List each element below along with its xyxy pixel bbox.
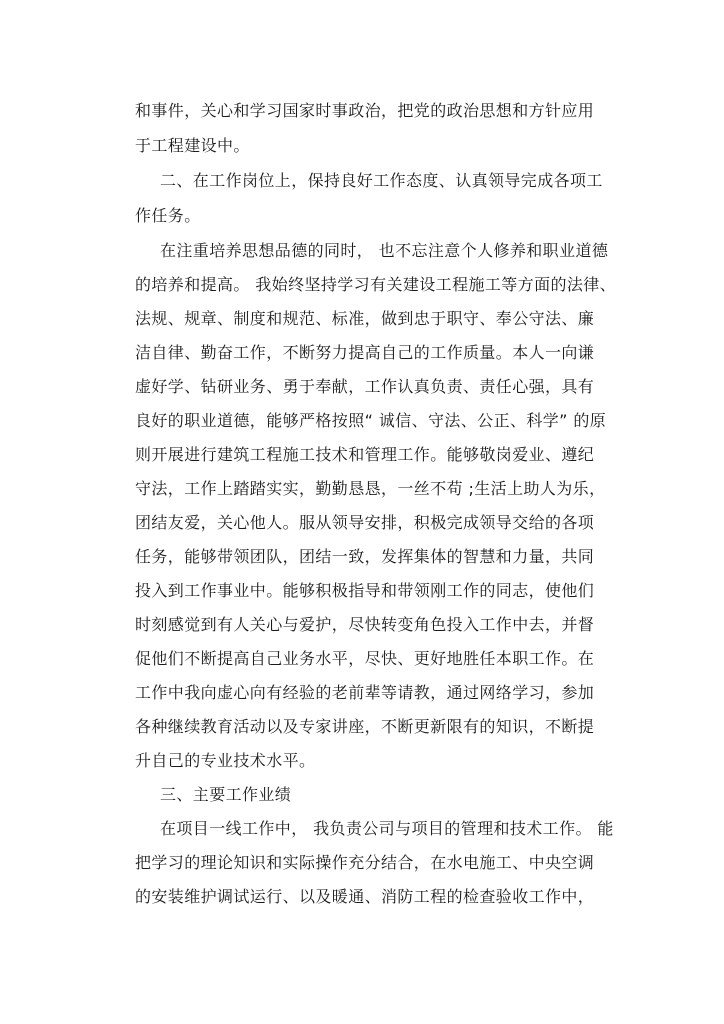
text-line: 于工程建设中。 — [135, 136, 250, 155]
text-line: 投入到工作事业中。能够积极指导和带领刚工作的同志，使他们 — [135, 581, 595, 600]
text-line: 团结友爱，关心他人。服从领导安排，积极完成领导交给的各项 — [135, 513, 595, 532]
text-line: 洁自律、勤奋工作，不断努力提高自己的工作质量。本人一向谦 — [135, 343, 595, 362]
text-line: 促他们不断提高自己业务水平，尽快、更好地胜任本职工作。在 — [135, 649, 595, 668]
text-line: 在项目一线工作中， 我负责公司与项目的管理和技术工作。 能 — [160, 819, 614, 838]
text-line: 在注重培养思想品德的同时， 也不忘注意个人修养和职业道德 — [160, 241, 609, 260]
text-line: 的培养和提高。 我始终坚持学习有关建设工程施工等方面的法律、 — [135, 275, 617, 294]
text-line: 各种继续教育活动以及专家讲座，不断更新限有的知识，不断提 — [135, 717, 595, 736]
text-line: 和事件，关心和学习国家时事政治，把党的政治思想和方针应用 — [135, 101, 595, 120]
text-line: 任务，能够带领团队，团结一致，发挥集体的智慧和力量，共同 — [135, 547, 595, 566]
text-line: 作任务。 — [135, 206, 201, 225]
text-line: 工作中我向虚心向有经验的老前辈等请教，通过网络学习，参加 — [135, 683, 595, 702]
text-line: 虚好学、钻研业务、勇于奉献，工作认真负责、责任心强，具有 — [135, 377, 595, 396]
text-line: 时刻感觉到有人关心与爱护，尽快转变角色投入工作中去，并督 — [135, 615, 595, 634]
text-line: 良好的职业道德，能够严格按照“ 诚信、守法、公正、科学” 的原 — [135, 411, 607, 430]
text-line: 守法，工作上踏踏实实，勤勤恳恳，一丝不苟 ;生活上助人为乐， — [135, 479, 606, 498]
section-heading: 三、主要工作业绩 — [160, 785, 292, 804]
section-heading: 二、在工作岗位上，保持良好工作态度、认真领导完成各项工 — [160, 171, 603, 190]
text-line: 把学习的理论知识和实际操作充分结合，在水电施工、中央空调 — [135, 853, 595, 872]
text-line: 则开展进行建筑工程施工技术和管理工作。能够敬岗爱业、遵纪 — [135, 445, 595, 464]
text-line: 的安装维护调试运行、以及暖通、消防工程的检查验收工作中， — [135, 887, 595, 906]
text-line: 法规、规章、制度和规范、标准，做到忠于职守、奉公守法、廉 — [135, 309, 595, 328]
text-line: 升自己的专业技术水平。 — [135, 751, 316, 770]
